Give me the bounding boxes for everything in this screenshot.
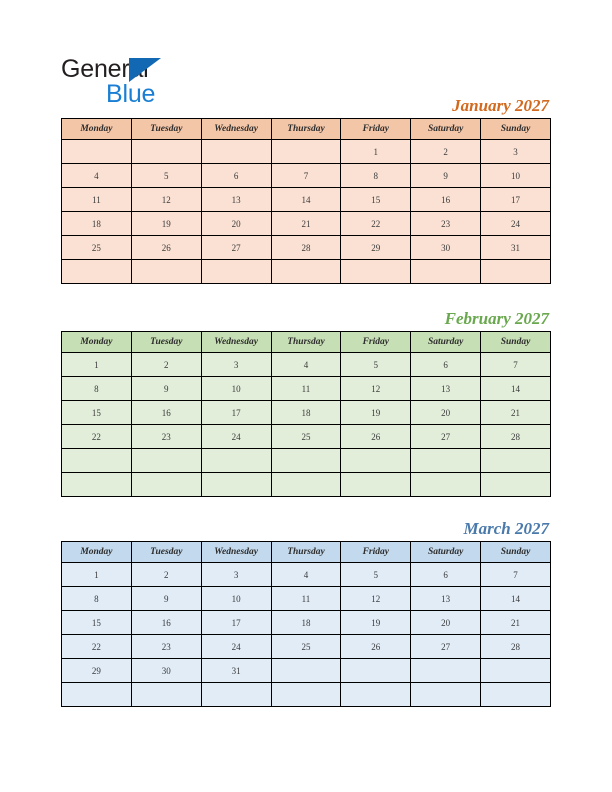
- weekday-header-saturday: Saturday: [411, 332, 481, 353]
- day-cell[interactable]: 20: [411, 401, 481, 425]
- weekday-header-thursday: Thursday: [271, 119, 341, 140]
- day-cell[interactable]: [201, 260, 271, 284]
- day-cell[interactable]: [131, 140, 201, 164]
- weekday-header-monday: Monday: [62, 542, 132, 563]
- day-cell[interactable]: [131, 260, 201, 284]
- weekday-header-wednesday: Wednesday: [201, 119, 271, 140]
- day-cell[interactable]: 16: [131, 611, 201, 635]
- weekday-header-tuesday: Tuesday: [131, 119, 201, 140]
- day-cell[interactable]: [481, 683, 551, 707]
- day-cell[interactable]: 29: [62, 659, 132, 683]
- day-cell[interactable]: 9: [411, 164, 481, 188]
- day-cell[interactable]: 12: [341, 377, 411, 401]
- day-cell[interactable]: [411, 260, 481, 284]
- weekday-header-friday: Friday: [341, 542, 411, 563]
- day-cell[interactable]: 11: [271, 587, 341, 611]
- day-cell[interactable]: [62, 683, 132, 707]
- day-cell[interactable]: 17: [201, 611, 271, 635]
- day-cell[interactable]: 1: [341, 140, 411, 164]
- day-cell[interactable]: 6: [411, 563, 481, 587]
- day-cell[interactable]: [411, 659, 481, 683]
- day-cell[interactable]: 13: [411, 587, 481, 611]
- day-cell[interactable]: 20: [201, 212, 271, 236]
- day-cell[interactable]: 12: [131, 188, 201, 212]
- day-cell[interactable]: [201, 683, 271, 707]
- day-cell[interactable]: 6: [411, 353, 481, 377]
- day-cell[interactable]: [411, 683, 481, 707]
- calendar-week-row: [62, 236, 551, 260]
- day-cell[interactable]: 26: [131, 236, 201, 260]
- day-cell[interactable]: 27: [411, 425, 481, 449]
- day-cell[interactable]: [341, 449, 411, 473]
- weekday-header-row: [62, 332, 551, 353]
- day-cell[interactable]: [201, 473, 271, 497]
- day-cell[interactable]: 19: [341, 611, 411, 635]
- day-cell[interactable]: 29: [341, 236, 411, 260]
- day-cell[interactable]: 7: [271, 164, 341, 188]
- day-cell[interactable]: [271, 473, 341, 497]
- day-cell[interactable]: [271, 260, 341, 284]
- day-cell[interactable]: [62, 140, 132, 164]
- day-cell[interactable]: 10: [201, 587, 271, 611]
- day-cell[interactable]: 21: [481, 611, 551, 635]
- day-cell[interactable]: 7: [481, 353, 551, 377]
- day-cell[interactable]: 10: [201, 377, 271, 401]
- day-cell[interactable]: 23: [131, 425, 201, 449]
- day-cell[interactable]: 13: [201, 188, 271, 212]
- calendar-week-row: [62, 353, 551, 377]
- day-cell[interactable]: 28: [481, 635, 551, 659]
- calendar-week-row: [62, 188, 551, 212]
- day-cell[interactable]: 5: [341, 353, 411, 377]
- day-cell[interactable]: 16: [131, 401, 201, 425]
- weekday-header-tuesday: Tuesday: [131, 542, 201, 563]
- calendar-week-row: [62, 563, 551, 587]
- calendar-week-row: [62, 587, 551, 611]
- day-cell[interactable]: 31: [201, 659, 271, 683]
- day-cell[interactable]: 11: [62, 188, 132, 212]
- day-cell[interactable]: 16: [411, 188, 481, 212]
- day-cell[interactable]: 28: [481, 425, 551, 449]
- day-cell[interactable]: 25: [62, 236, 132, 260]
- day-cell[interactable]: 5: [341, 563, 411, 587]
- day-cell[interactable]: 3: [201, 563, 271, 587]
- day-cell[interactable]: 31: [481, 236, 551, 260]
- day-cell[interactable]: 24: [201, 425, 271, 449]
- day-cell[interactable]: 17: [481, 188, 551, 212]
- weekday-header-sunday: Sunday: [481, 332, 551, 353]
- day-cell[interactable]: 8: [62, 587, 132, 611]
- day-cell[interactable]: [271, 683, 341, 707]
- calendar-title-march: March 2027: [463, 519, 549, 538]
- calendar-week-row: [62, 449, 551, 473]
- day-cell[interactable]: 5: [131, 164, 201, 188]
- day-cell[interactable]: 1: [62, 353, 132, 377]
- day-cell[interactable]: 6: [201, 164, 271, 188]
- day-cell[interactable]: [271, 140, 341, 164]
- day-cell[interactable]: 13: [411, 377, 481, 401]
- weekday-header-sunday: Sunday: [481, 542, 551, 563]
- day-cell[interactable]: [481, 260, 551, 284]
- day-cell[interactable]: 22: [341, 212, 411, 236]
- day-cell[interactable]: 23: [131, 635, 201, 659]
- calendar-week-row: [62, 635, 551, 659]
- day-cell[interactable]: 14: [481, 377, 551, 401]
- day-cell[interactable]: 20: [411, 611, 481, 635]
- day-cell[interactable]: [271, 659, 341, 683]
- day-cell[interactable]: 14: [481, 587, 551, 611]
- day-cell[interactable]: 28: [271, 236, 341, 260]
- day-cell[interactable]: 3: [201, 353, 271, 377]
- day-cell[interactable]: 10: [481, 164, 551, 188]
- day-cell[interactable]: 19: [341, 401, 411, 425]
- day-cell[interactable]: [341, 659, 411, 683]
- weekday-header-saturday: Saturday: [411, 542, 481, 563]
- day-cell[interactable]: 18: [271, 611, 341, 635]
- day-cell[interactable]: 25: [271, 425, 341, 449]
- day-cell[interactable]: 15: [341, 188, 411, 212]
- day-cell[interactable]: [341, 473, 411, 497]
- weekday-header-friday: Friday: [341, 332, 411, 353]
- day-cell[interactable]: 1: [62, 563, 132, 587]
- day-cell[interactable]: 15: [62, 611, 132, 635]
- calendar-week-row: [62, 683, 551, 707]
- weekday-header-wednesday: Wednesday: [201, 542, 271, 563]
- day-cell[interactable]: [481, 473, 551, 497]
- calendar-february: [61, 308, 551, 497]
- calendar-week-row: [62, 401, 551, 425]
- day-cell[interactable]: 22: [62, 425, 132, 449]
- day-cell[interactable]: [201, 140, 271, 164]
- weekday-header-saturday: Saturday: [411, 119, 481, 140]
- day-cell[interactable]: [341, 683, 411, 707]
- day-cell[interactable]: 21: [481, 401, 551, 425]
- calendar-week-row: [62, 377, 551, 401]
- day-cell[interactable]: 8: [62, 377, 132, 401]
- weekday-header-friday: Friday: [341, 119, 411, 140]
- day-cell[interactable]: [62, 449, 132, 473]
- day-cell[interactable]: 7: [481, 563, 551, 587]
- day-cell[interactable]: 30: [131, 659, 201, 683]
- day-cell[interactable]: 14: [271, 188, 341, 212]
- day-cell[interactable]: 3: [481, 140, 551, 164]
- day-cell[interactable]: 22: [62, 635, 132, 659]
- day-cell[interactable]: 18: [271, 401, 341, 425]
- day-cell[interactable]: 2: [411, 140, 481, 164]
- weekday-header-monday: Monday: [62, 332, 132, 353]
- day-cell[interactable]: [131, 473, 201, 497]
- calendar-week-row: [62, 212, 551, 236]
- weekday-header-tuesday: Tuesday: [131, 332, 201, 353]
- day-cell[interactable]: 21: [271, 212, 341, 236]
- weekday-header-row: [62, 119, 551, 140]
- day-cell[interactable]: 24: [201, 635, 271, 659]
- calendar-table-march: [61, 541, 551, 707]
- weekday-header-monday: Monday: [62, 119, 132, 140]
- day-cell[interactable]: 8: [341, 164, 411, 188]
- day-cell[interactable]: 4: [271, 353, 341, 377]
- calendar-week-row: [62, 164, 551, 188]
- day-cell[interactable]: [481, 449, 551, 473]
- day-cell[interactable]: 26: [341, 425, 411, 449]
- day-cell[interactable]: 18: [62, 212, 132, 236]
- day-cell[interactable]: 27: [201, 236, 271, 260]
- calendar-table-february: [61, 331, 551, 497]
- calendar-title-february: February 2027: [444, 309, 549, 328]
- day-cell[interactable]: 23: [411, 212, 481, 236]
- day-cell[interactable]: 24: [481, 212, 551, 236]
- day-cell[interactable]: 4: [271, 563, 341, 587]
- calendar-week-row: [62, 611, 551, 635]
- day-cell[interactable]: 2: [131, 563, 201, 587]
- day-cell[interactable]: 12: [341, 587, 411, 611]
- calendar-march: [61, 518, 551, 707]
- day-cell[interactable]: 2: [131, 353, 201, 377]
- day-cell[interactable]: 17: [201, 401, 271, 425]
- calendar-week-row: [62, 260, 551, 284]
- calendar-week-row: [62, 425, 551, 449]
- day-cell[interactable]: [341, 260, 411, 284]
- calendar-week-row: [62, 659, 551, 683]
- day-cell[interactable]: [201, 449, 271, 473]
- day-cell[interactable]: 15: [62, 401, 132, 425]
- day-cell[interactable]: [411, 449, 481, 473]
- day-cell[interactable]: [62, 260, 132, 284]
- weekday-header-row: [62, 542, 551, 563]
- weekday-header-thursday: Thursday: [271, 332, 341, 353]
- day-cell[interactable]: 27: [411, 635, 481, 659]
- weekday-header-sunday: Sunday: [481, 119, 551, 140]
- calendar-week-row: [62, 473, 551, 497]
- calendar-january: [61, 95, 551, 284]
- day-cell[interactable]: 19: [131, 212, 201, 236]
- weekday-header-thursday: Thursday: [271, 542, 341, 563]
- logo-text-general: General: [61, 55, 149, 83]
- day-cell[interactable]: 9: [131, 587, 201, 611]
- day-cell[interactable]: 30: [411, 236, 481, 260]
- day-cell[interactable]: 26: [341, 635, 411, 659]
- blue-triangle-icon: [129, 58, 161, 82]
- logo-text-blue: Blue: [106, 80, 156, 108]
- day-cell[interactable]: 25: [271, 635, 341, 659]
- day-cell[interactable]: 11: [271, 377, 341, 401]
- day-cell[interactable]: 9: [131, 377, 201, 401]
- day-cell[interactable]: [481, 659, 551, 683]
- day-cell[interactable]: [271, 449, 341, 473]
- day-cell[interactable]: [411, 473, 481, 497]
- calendar-table-january: [61, 118, 551, 284]
- calendar-title-january: January 2027: [452, 96, 549, 115]
- day-cell[interactable]: 4: [62, 164, 132, 188]
- day-cell[interactable]: [131, 449, 201, 473]
- weekday-header-wednesday: Wednesday: [201, 332, 271, 353]
- calendar-week-row: [62, 140, 551, 164]
- day-cell[interactable]: [62, 473, 132, 497]
- day-cell[interactable]: [131, 683, 201, 707]
